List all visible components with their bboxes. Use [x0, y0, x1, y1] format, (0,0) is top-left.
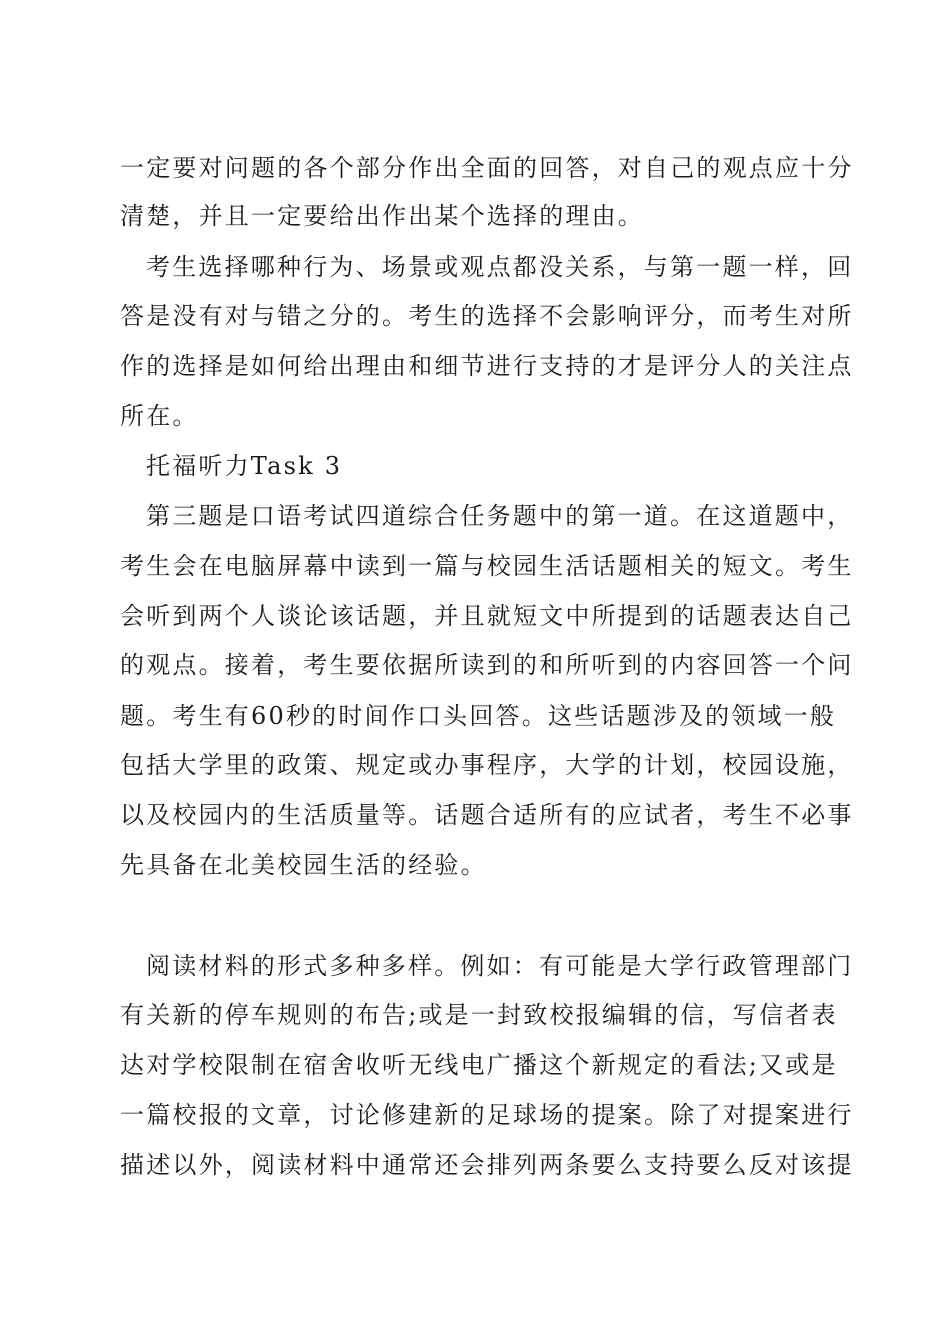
- text-line: 作的选择是如何给出理由和细节进行支持的才是评分人的关注点: [120, 352, 854, 380]
- text-line: 一篇校报的文章，讨论修建新的足球场的提案。除了对提案进行: [120, 1101, 854, 1129]
- text-line: 所在。: [120, 402, 199, 430]
- text-line: 先具备在北美校园生活的经验。: [120, 851, 487, 879]
- text-line: 清楚，并且一定要给出作出某个选择的理由。: [120, 202, 644, 230]
- text-line: 有关新的停车规则的布告;或是一封致校报编辑的信，写信者表: [120, 1001, 838, 1029]
- text-line: 的观点。接着，考生要依据所读到的和所听到的内容回答一个问: [120, 651, 854, 679]
- text-line: 达对学校限制在宿舍收听无线电广播这个新规定的看法;又或是: [120, 1051, 838, 1079]
- text-line: 会听到两个人谈论该话题，并且就短文中所提到的话题表达自己: [120, 602, 854, 630]
- text-line: 第三题是口语考试四道综合任务题中的第一道。在这道题中，: [146, 502, 854, 530]
- text-line: 考生选择哪种行为、场景或观点都没关系，与第一题一样，回: [146, 253, 854, 281]
- text-line: 一定要对问题的各个部分作出全面的回答，对自己的观点应十分: [120, 154, 854, 182]
- text-line: 答是没有对与错之分的。考生的选择不会影响评分，而考生对所: [120, 302, 854, 330]
- text-line: 包括大学里的政策、规定或办事程序，大学的计划，校园设施，: [120, 751, 854, 779]
- text-line: 描述以外，阅读材料中通常还会排列两条要么支持要么反对该提: [120, 1151, 854, 1179]
- text-line: 阅读材料的形式多种多样。例如：有可能是大学行政管理部门: [146, 952, 854, 980]
- section-heading: 托福听力Task 3: [146, 452, 343, 480]
- text-line: 以及校园内的生活质量等。话题合适所有的应试者，考生不必事: [120, 801, 854, 829]
- text-line: 题。考生有60秒的时间作口头回答。这些话题涉及的领域一般: [120, 702, 837, 730]
- text-line: 考生会在电脑屏幕中读到一篇与校园生活话题相关的短文。考生: [120, 552, 854, 580]
